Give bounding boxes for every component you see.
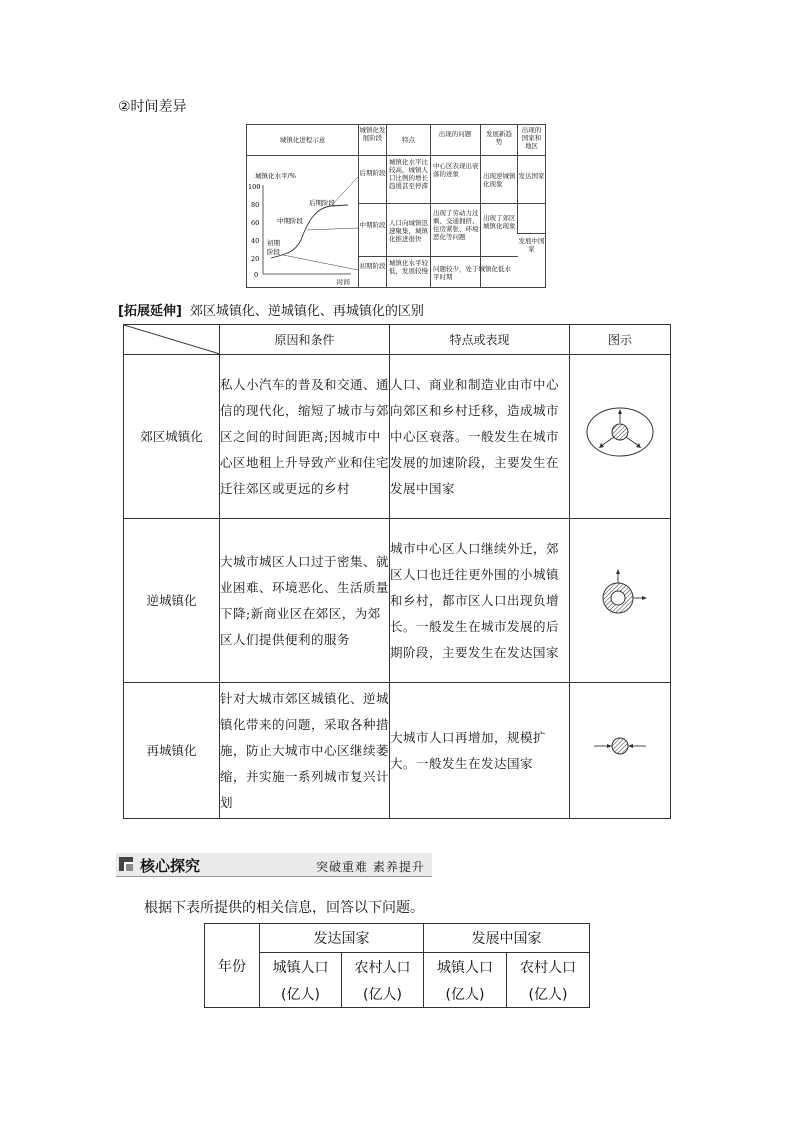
- urbanization-comparison-table: [123, 324, 671, 819]
- core-instruction: 根据下表所提供的相关信息，回答以下问题。: [144, 900, 424, 916]
- pointer-early: [283, 255, 358, 270]
- pointer-late: [331, 177, 358, 206]
- y-tick-60: 60: [251, 219, 260, 227]
- row-counterurbanization-feature: 城市中心区人口继续外迁，郊区人口也迁往更外围的小城镇和乡村，都市区人口出现负增长。一般发生在城市发展的后期阶段，主要发生在发达国家: [390, 519, 570, 683]
- middle-stage-label: 中期阶段: [277, 217, 303, 225]
- core-section-subtitle: 突破重难 素养提升: [316, 860, 425, 874]
- problem-early: 问题较少，处于城镇化低水平时期: [433, 265, 511, 281]
- core-section-underline: [116, 876, 432, 877]
- core-section-bar: [116, 853, 432, 877]
- urbanization-curve-chart: [247, 156, 358, 287]
- header-diagram: 图示: [570, 325, 671, 355]
- reurbanization-diagram-cell: [570, 683, 671, 819]
- year-header: 年份: [205, 924, 260, 1008]
- core-section-title: 核心探究: [140, 857, 201, 875]
- x-axis-label: 时间: [337, 278, 350, 286]
- row-counterurbanization-name: 逆城镇化: [124, 519, 220, 683]
- section-heading: ②时间差异: [118, 99, 187, 115]
- late-stage-label: 后期阶段: [309, 199, 335, 207]
- section-marker-icon-inner: [124, 862, 133, 871]
- countries-middle: 发展中国家: [518, 237, 545, 253]
- feature-early: 城镇化水平较低，发展较慢: [389, 259, 428, 275]
- stage-late: 后期阶段: [359, 169, 386, 177]
- header-stage: 城镇化发展阶段: [359, 126, 386, 142]
- stage-middle: 中期阶段: [359, 221, 386, 229]
- early-stage-label-1: 初期: [267, 239, 280, 247]
- header-cause: 原因和条件: [220, 325, 390, 355]
- suburbanization-diagram: [585, 406, 655, 458]
- pointer-middle: [307, 228, 358, 230]
- suburbanization-diagram-cell: [570, 355, 671, 519]
- problem-middle: 出现了劳动力过剩、交通拥挤、住房紧张、环境恶化等问题: [433, 209, 479, 241]
- extension-label: [拓展延伸]: [118, 304, 182, 319]
- early-stage-label-2: 阶段: [267, 248, 280, 256]
- row-reurbanization-name: 再城镇化: [124, 683, 220, 819]
- extension-title: [118, 300, 424, 319]
- urbanization-curve: [271, 205, 348, 258]
- developing-urban-header: 城镇人口: [424, 953, 507, 981]
- population-table: [204, 923, 590, 1008]
- extension-heading: 郊区城镇化、逆城镇化、再城镇化的区别: [189, 304, 424, 319]
- feature-late: 城镇化水平比较高，城镇人口比例的增长趋缓甚至停滞: [389, 158, 428, 190]
- row-suburbanization-cause: 私人小汽车的普及和交通、通信的现代化，缩短了城市与郊区之间的时间距离;因城市中心区地租上升导致产业和住宅迁往郊区或更远的乡村: [220, 355, 390, 519]
- developed-rural-header: 农村人口: [342, 953, 424, 981]
- y-tick-20: 20: [251, 255, 260, 263]
- feature-middle: 人口向城镇迅速聚集，城镇化推进很快: [389, 219, 428, 243]
- developed-urban-unit: (亿人): [260, 980, 342, 1008]
- header-countries: 出现的国家和地区: [521, 126, 542, 150]
- developing-urban-unit: (亿人): [424, 980, 507, 1008]
- y-tick-80: 80: [251, 201, 260, 209]
- y-tick-100: 100: [248, 183, 261, 191]
- y-tick-40: 40: [251, 237, 260, 245]
- countries-late: 发达国家: [518, 172, 545, 180]
- row-counterurbanization-cause: 大城市城区人口过于密集、就业困难、环境恶化、生活质量下降;新商业区在郊区，为郊区人们提供便利的服务: [220, 519, 390, 683]
- trend-middle: 出现了郊区城镇化现象: [483, 214, 516, 230]
- y-tick-0: 0: [254, 271, 259, 279]
- diagonal-header-cell: [124, 325, 220, 355]
- row-reurbanization-cause: 针对大城市郊区城镇化、逆城镇化带来的问题，采取各种措施，防止大城市中心区继续萎缩，并实施一系列城市复兴计划: [220, 683, 390, 819]
- problem-late: 中心区表现出衰落的迹象: [433, 162, 479, 178]
- row-suburbanization-feature: 人口、商业和制造业由市中心向郊区和乡村迁移，造成城市中心区衰落。一般发生在城市发展的加速阶段，主要发生在发展中国家: [390, 355, 570, 519]
- diagonal-line: [124, 325, 220, 354]
- y-axis-label: 城镇化水平/%: [255, 172, 296, 180]
- developed-rural-unit: (亿人): [342, 980, 424, 1008]
- developed-group-header: 发达国家: [260, 924, 424, 953]
- row-suburbanization-name: 郊区城镇化: [124, 355, 220, 519]
- header-feature: 特点: [402, 136, 415, 144]
- developing-rural-header: 农村人口: [507, 953, 590, 981]
- reurbanization-diagram: [590, 734, 650, 758]
- urbanization-stage-table: [246, 124, 546, 288]
- header-trend: 发展新趋势: [486, 130, 512, 146]
- developing-group-header: 发展中国家: [424, 924, 590, 953]
- developed-urban-header: 城镇人口: [260, 953, 342, 981]
- developing-rural-unit: (亿人): [507, 980, 590, 1008]
- header-feature: 特点或表现: [390, 325, 570, 355]
- header-problem: 出现的问题: [438, 130, 472, 138]
- header-process: 城镇化进程示意: [279, 136, 326, 144]
- counterurbanization-diagram: [590, 566, 650, 626]
- row-reurbanization-feature: 大城市人口再增加，规模扩大。一般发生在发达国家: [390, 683, 570, 819]
- stage-early: 初期阶段: [359, 262, 386, 270]
- trend-late: 出现逆城镇化现象: [483, 172, 516, 188]
- counterurbanization-diagram-cell: [570, 519, 671, 683]
